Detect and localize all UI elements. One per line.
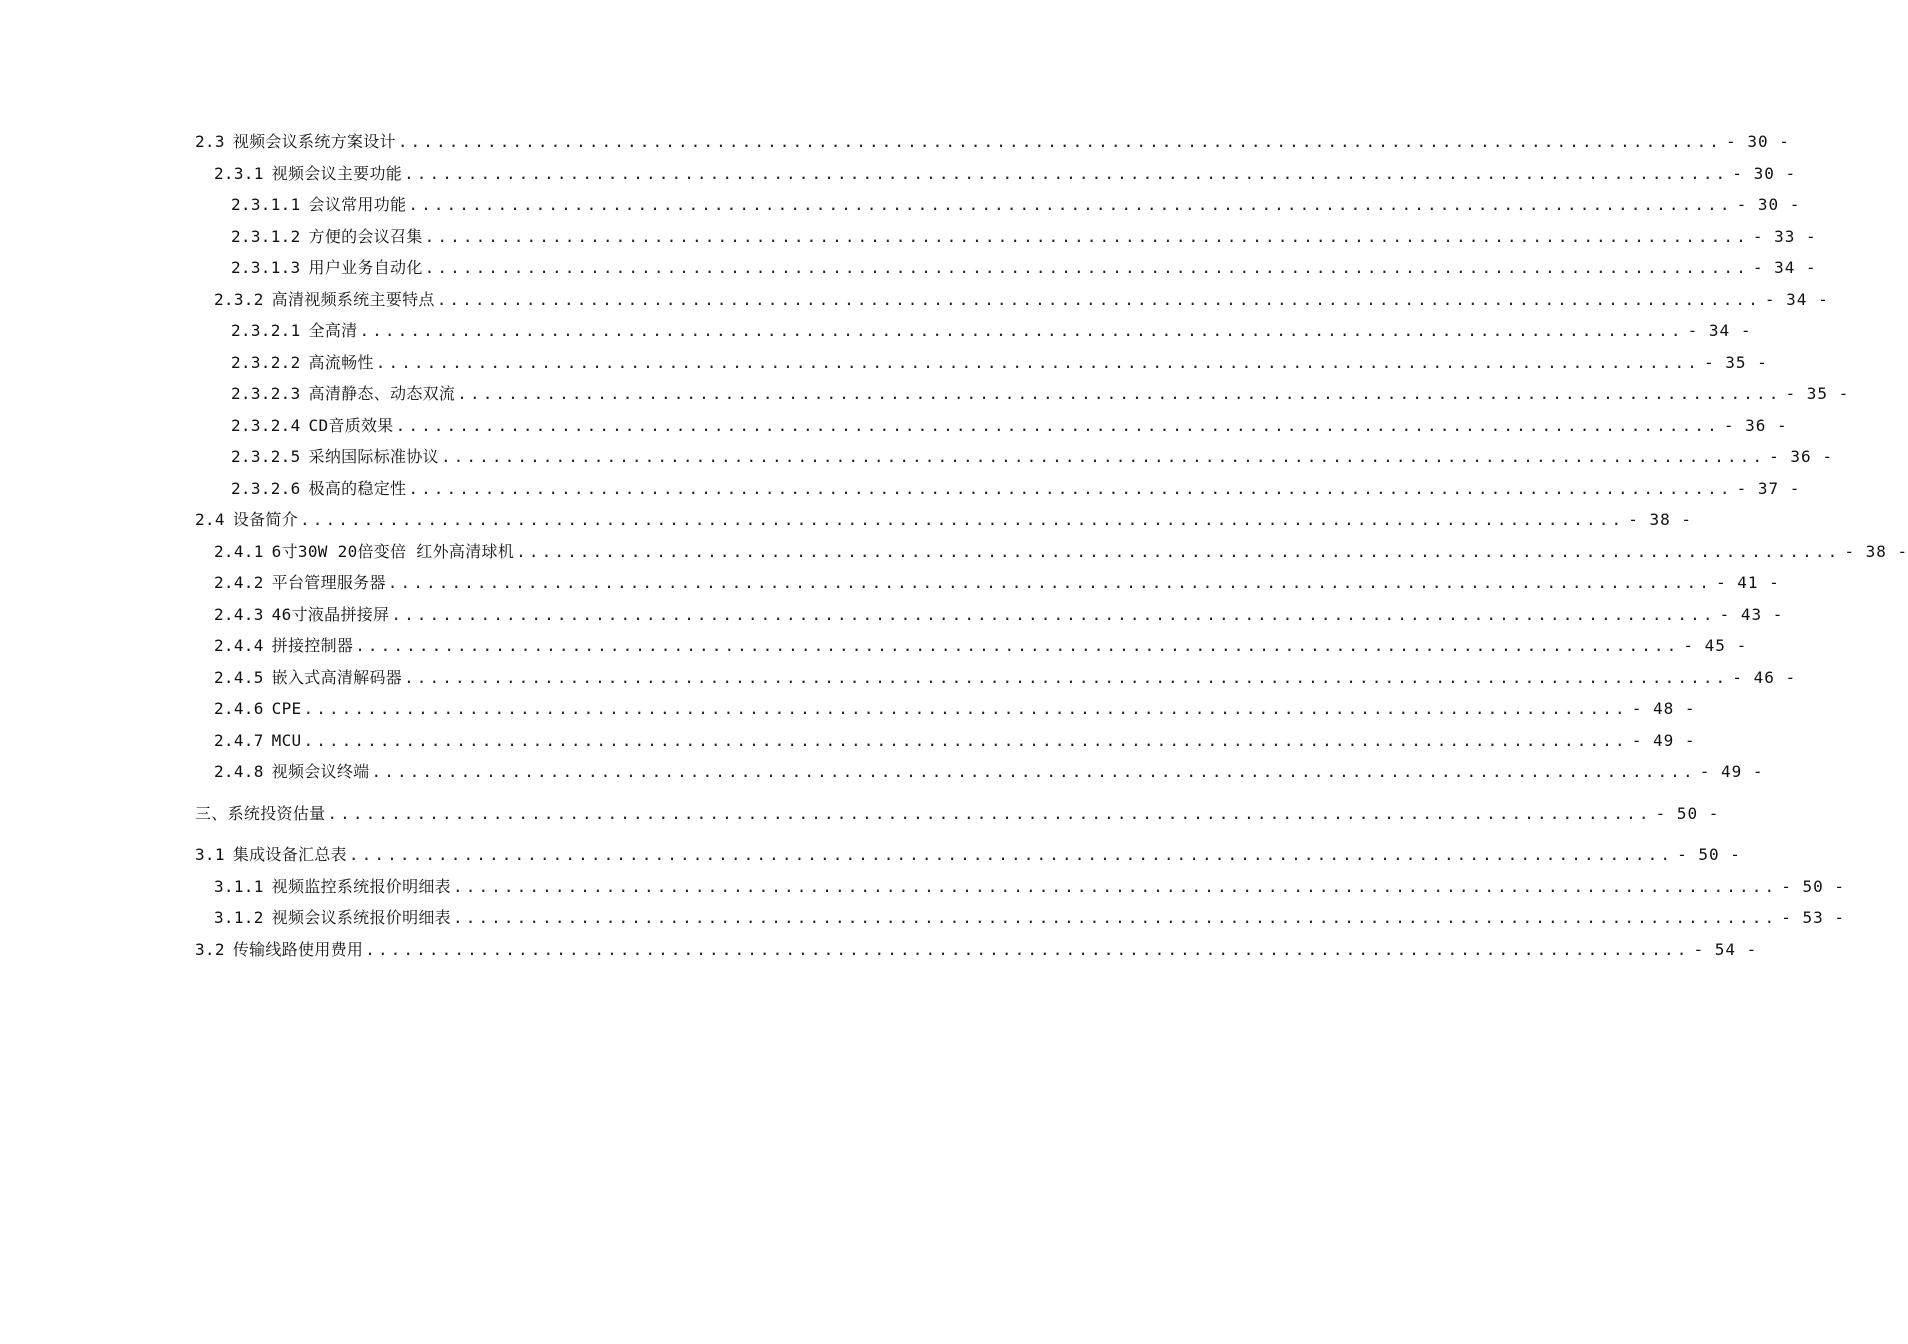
toc-entry-title: 视频监控系统报价明细表 (271, 876, 451, 896)
toc-entry-text (214, 536, 514, 568)
toc-entry-title: 采纳国际标准协议 (308, 447, 439, 466)
toc-entry-17[interactable] (0, 630, 1748, 662)
dot-leader: ........................................................................................................ (327, 803, 1652, 823)
dot-leader: ........................................................................................................ (300, 510, 1625, 529)
toc-entry-number: 3.1.2 (214, 908, 264, 927)
dot-leader: ........................................................................................................ (355, 636, 1680, 655)
dot-leader: ........................................................................................................ (436, 289, 1761, 309)
dot-leader: ........................................................................................................ (395, 415, 1720, 435)
toc-entry-title: 高清静态、动态双流 (308, 384, 456, 403)
toc-entry-title: 平台管理服务器 (271, 573, 386, 592)
toc-entry-page: - 41 - (1716, 573, 1780, 592)
toc-entry-text (214, 902, 451, 934)
toc-entry-page: - 38 - (1844, 541, 1908, 561)
toc-entry-text (195, 126, 396, 158)
toc-entry-page: - 36 - (1769, 447, 1833, 466)
toc-entry-text (214, 599, 389, 631)
toc-entry-number: 2.4.6 (214, 699, 264, 718)
toc-entry-24[interactable] (0, 871, 1845, 903)
toc-entry-number: 2.4 (195, 510, 225, 529)
toc-entry-title: CD音质效果 (308, 415, 394, 435)
toc-entry-page: - 38 - (1628, 510, 1693, 529)
toc-entry-text (231, 189, 406, 221)
toc-entry-page: - 48 - (1631, 699, 1696, 718)
toc-entry-number: 2.3.2.6 (231, 478, 301, 498)
toc-entry-23[interactable] (0, 839, 1741, 871)
toc-entry-title: 6寸30W 20倍变倍 红外高清球机 (271, 541, 515, 561)
toc-entry-text (231, 441, 439, 473)
toc-entry-2[interactable] (0, 158, 1797, 190)
toc-entry-title: 设备简介 (232, 510, 299, 529)
toc-entry-5[interactable] (0, 252, 1817, 284)
toc-entry-25[interactable] (0, 902, 1845, 934)
toc-entry-20[interactable] (0, 725, 1696, 757)
toc-entry-title: 拼接控制器 (271, 636, 354, 655)
toc-entry-number: 2.4.3 (214, 604, 264, 624)
toc-entry-title: 传输线路使用费用 (232, 939, 364, 959)
toc-entry-number: 2.3.1 (214, 163, 264, 183)
dot-leader: ........................................................................................................ (424, 226, 1749, 246)
toc-entry-text (231, 347, 374, 379)
toc-entry-title: 视频会议系统报价明细表 (271, 908, 451, 927)
toc-entry-number: 3.1 (195, 845, 225, 864)
toc-entry-number: 2.3.1.1 (231, 195, 301, 214)
dot-leader: ........................................................................................................ (452, 876, 1778, 896)
toc-entry-title: 极高的稳定性 (308, 478, 407, 498)
toc-entry-page: - 30 - (1726, 132, 1790, 151)
toc-entry-10[interactable] (0, 410, 1788, 442)
toc-entry-text (195, 934, 363, 966)
toc-entry-number: 2.4.8 (214, 762, 264, 781)
toc-entry-text (214, 158, 402, 190)
toc-entry-4[interactable] (0, 221, 1817, 253)
toc-entry-title: 方便的会议召集 (308, 226, 423, 246)
toc-entry-title: 集成设备汇总表 (232, 845, 347, 864)
toc-entry-text (231, 315, 357, 347)
toc-entry-title: 用户业务自动化 (308, 258, 423, 277)
toc-entry-18[interactable] (0, 662, 1797, 694)
toc-entry-text (195, 839, 347, 871)
toc-entry-1[interactable] (0, 126, 1790, 158)
toc-entry-page: - 43 - (1719, 604, 1784, 624)
toc-entry-number: 2.3.1.3 (231, 258, 301, 277)
toc-entry-page: - 35 - (1703, 352, 1768, 372)
toc-entry-12[interactable] (0, 473, 1801, 505)
toc-entry-title: 视频会议主要功能 (271, 163, 403, 183)
toc-entry-page: - 33 - (1752, 226, 1817, 246)
toc-entry-page: - 53 - (1781, 908, 1845, 927)
toc-entry-text (214, 725, 301, 757)
dot-leader: ........................................................................................................ (387, 573, 1712, 592)
toc-entry-page: - 30 - (1736, 195, 1801, 214)
toc-entry-text (214, 693, 301, 725)
toc-entry-text (231, 410, 394, 442)
toc-entry-number: 2.3.2.1 (231, 321, 301, 340)
toc-entry-6[interactable] (0, 284, 1829, 316)
toc-entry-page: - 34 - (1687, 321, 1752, 340)
toc-entry-title: 视频会议终端 (271, 762, 370, 781)
dot-leader: ........................................................................................................ (365, 939, 1690, 959)
toc-entry-text (214, 662, 402, 694)
dot-leader: ........................................................................................................ (452, 908, 1778, 927)
toc-entry-text (214, 284, 435, 316)
dot-leader: ........................................................................................................ (408, 195, 1733, 214)
toc-entry-page: - 34 - (1764, 289, 1829, 309)
toc-entry-text (195, 798, 325, 830)
toc-entry-number: 2.4.7 (214, 730, 264, 750)
toc-entry-page: - 50 - (1781, 876, 1845, 896)
toc-entry-9[interactable] (0, 378, 1850, 410)
dot-leader: ........................................................................................................ (424, 258, 1749, 277)
toc-entry-number: 2.3.2.3 (231, 384, 301, 403)
toc-entry-number: 2.4.2 (214, 573, 264, 592)
toc-entry-19[interactable] (0, 693, 1696, 725)
toc-entry-text (214, 871, 451, 903)
dot-leader: ........................................................................................................ (303, 730, 1628, 750)
toc-entry-title: CPE (271, 699, 302, 718)
toc-entry-text (214, 756, 369, 788)
dot-leader: ........................................................................................................ (397, 132, 1723, 151)
toc-entry-number: 2.4.1 (214, 541, 264, 561)
dot-leader: ........................................................................................................ (359, 321, 1684, 340)
toc-entry-title: 高流畅性 (308, 352, 374, 372)
toc-entry-13[interactable] (0, 504, 1693, 536)
dot-leader: ........................................................................................................ (391, 604, 1716, 624)
toc-entry-title: 会议常用功能 (308, 195, 407, 214)
toc-entry-number: 2.3 (195, 132, 225, 151)
toc-entry-title: MCU (271, 730, 302, 750)
toc-entry-text (231, 473, 406, 505)
toc-entry-title: 高清视频系统主要特点 (271, 289, 435, 309)
toc-entry-page: - 50 - (1677, 845, 1741, 864)
toc-entry-title: 46寸液晶拼接屏 (271, 604, 390, 624)
toc-entry-page: - 36 - (1723, 415, 1788, 435)
toc-entry-26[interactable] (0, 934, 1758, 966)
toc-entry-page: - 30 - (1732, 163, 1797, 183)
toc-entry-number: 3.2 (195, 939, 225, 959)
dot-leader: ........................................................................................................ (303, 699, 1628, 718)
dot-leader: ........................................................................................................ (404, 163, 1729, 183)
toc-entry-text (195, 504, 298, 536)
toc-entry-page: - 46 - (1732, 667, 1797, 687)
toc-entry-number: 2.3.2.4 (231, 415, 301, 435)
toc-entry-8[interactable] (0, 347, 1768, 379)
dot-leader: ........................................................................................................ (408, 478, 1733, 498)
dot-leader: ........................................................................................................ (457, 384, 1782, 403)
toc-entry-16[interactable] (0, 599, 1784, 631)
dot-leader: ........................................................................................................ (516, 541, 1841, 561)
toc-entry-page: - 49 - (1631, 730, 1696, 750)
toc-entry-number: 2.4.5 (214, 667, 264, 687)
toc-entry-22[interactable] (0, 798, 1720, 830)
toc-entry-number: 2.3.2.5 (231, 447, 301, 466)
toc-entry-text (214, 630, 353, 662)
toc-entry-page: - 45 - (1683, 636, 1748, 655)
toc-entry-number: 2.4.4 (214, 636, 264, 655)
toc-entry-21[interactable] (0, 756, 1764, 788)
toc-entry-page: - 35 - (1785, 384, 1850, 403)
toc-entry-number: 2.3.2.2 (231, 352, 301, 372)
toc-entry-page: - 37 - (1736, 478, 1801, 498)
dot-leader: ........................................................................................................ (404, 667, 1729, 687)
dot-leader: ........................................................................................................ (440, 447, 1766, 466)
toc-entry-title: 全高清 (308, 321, 358, 340)
toc-entry-text (231, 378, 455, 410)
toc-entry-page: - 34 - (1752, 258, 1817, 277)
toc-entry-number: 2.3.2 (214, 289, 264, 309)
toc-entry-3[interactable] (0, 189, 1801, 221)
toc-entry-14[interactable] (0, 536, 1908, 568)
toc-entry-text (231, 221, 423, 253)
toc-entry-title: 视频会议系统方案设计 (232, 132, 396, 151)
toc-entry-text (231, 252, 423, 284)
dot-leader: ........................................................................................................ (348, 845, 1674, 864)
toc-entry-page: - 49 - (1699, 762, 1764, 781)
toc-entry-15[interactable] (0, 567, 1780, 599)
toc-entry-11[interactable] (0, 441, 1833, 473)
toc-entry-title: 嵌入式高清解码器 (271, 667, 403, 687)
toc-entry-page: - 50 - (1655, 803, 1720, 823)
toc-entry-7[interactable] (0, 315, 1752, 347)
dot-leader: ........................................................................................................ (371, 762, 1696, 781)
toc-entry-text (214, 567, 386, 599)
dot-leader: ........................................................................................................ (375, 352, 1700, 372)
toc-entry-page: - 54 - (1693, 939, 1758, 959)
toc-entry-number: 3.1.1 (214, 876, 264, 896)
table-of-contents (0, 126, 1908, 965)
toc-entry-number: 2.3.1.2 (231, 226, 301, 246)
toc-entry-title: 三、系统投资估量 (195, 803, 326, 823)
